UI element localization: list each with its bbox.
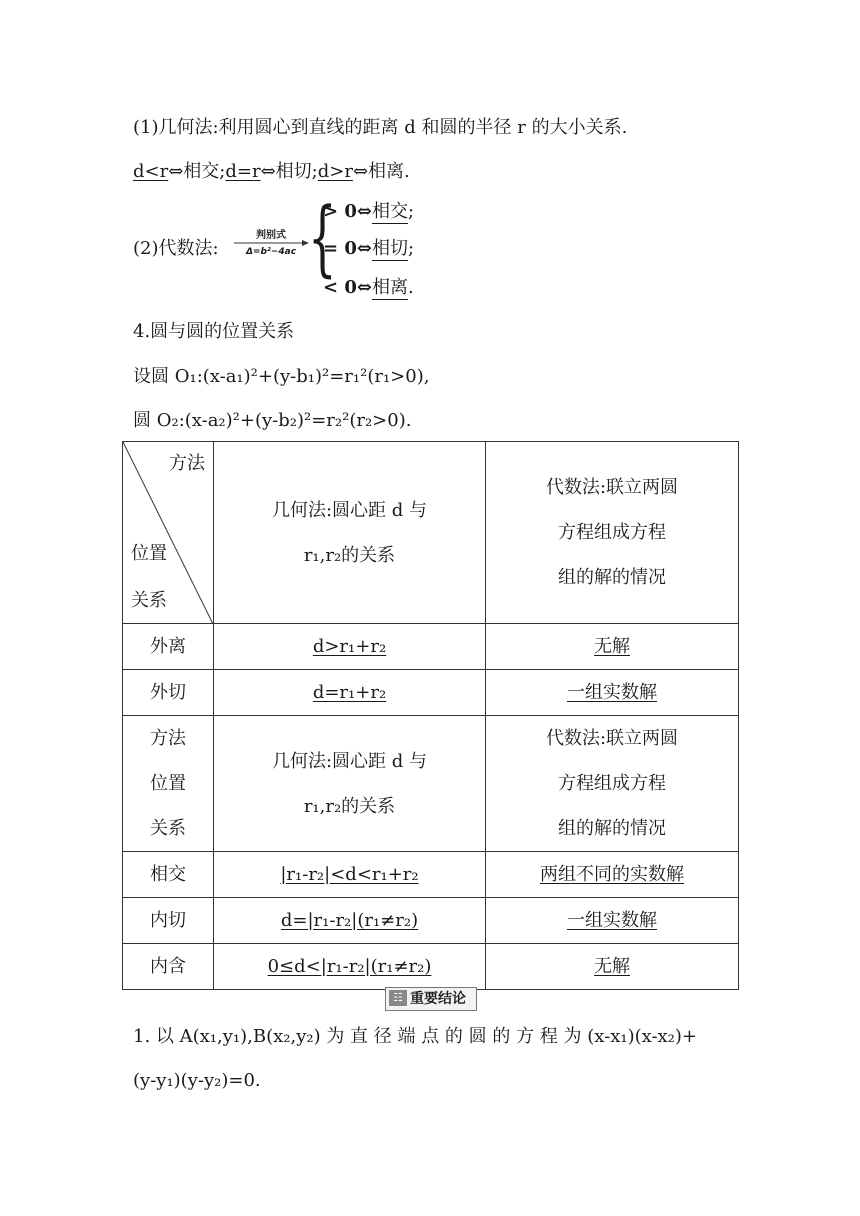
discriminant-arrow [232, 226, 310, 260]
circle-o1-equation: 设圆 O₁:(x-a₁)²+(y-b₁)²=r₁²(r₁>0), [133, 366, 430, 387]
geo-header-line: r₁,r₂的关系 [303, 795, 396, 817]
arrow-icon [232, 239, 310, 247]
conclusion-line-2: (y-y₁)(y-y₂)=0. [133, 1070, 261, 1091]
table-row [123, 624, 739, 670]
case-end: ; [407, 201, 415, 222]
rel-d-eq-r: d=r [225, 161, 261, 182]
mid-left-line: 方法 [150, 728, 186, 749]
distance-relations [133, 160, 410, 184]
alg-header-line: 组的解的情况 [558, 818, 666, 839]
table-mid-header-row [123, 716, 739, 852]
header-relation: 关系 [131, 590, 167, 611]
case-zero [323, 237, 414, 261]
alg-header-line: 方程组成方程 [558, 522, 666, 543]
alg-header-line: 代数法:联立两圆 [545, 728, 679, 749]
alg-value: 一组实数解 [567, 682, 657, 703]
circle-o2-equation: 圆 O₂:(x-a₂)²+(y-b₂)²=r₂²(r₂>0). [133, 410, 412, 431]
geo-cell [214, 944, 486, 990]
geo-cell [214, 898, 486, 944]
diagonal-header-cell [123, 442, 214, 624]
alg-cell [486, 944, 739, 990]
case-rel: 相切 [371, 238, 408, 259]
rel-intersect: ⇔相交; [168, 161, 226, 182]
alg-cell [486, 624, 739, 670]
alg-header-cell [486, 442, 739, 624]
mid-left-line: 位置 [150, 773, 186, 794]
alg-value: 无解 [594, 956, 630, 977]
rel-d-lt-r: d<r [133, 161, 169, 182]
geo-value: d=|r₁-r₂|(r₁≠r₂) [280, 910, 419, 931]
header-position: 位置 [131, 543, 167, 564]
circle-relation-table [122, 441, 739, 990]
table-header-row [123, 442, 739, 624]
geo-header-line: 几何法:圆心距 d 与 [271, 750, 428, 772]
geo-header-cell [214, 716, 486, 852]
case-rel: 相离 [371, 277, 408, 298]
geo-cell [214, 624, 486, 670]
geo-header-cell [214, 442, 486, 624]
case-rel: 相交 [371, 201, 408, 222]
header-method: 方法 [169, 453, 205, 474]
geo-cell [214, 670, 486, 716]
section-heading: 4.圆与圆的位置关系 [133, 321, 295, 342]
case-sign: > 0⇔ [323, 201, 372, 222]
rel-tangent: ⇔相切; [260, 161, 318, 182]
alg-value: 一组实数解 [567, 910, 657, 931]
alg-value: 无解 [594, 636, 630, 657]
badge-label: 重要结论 [410, 991, 466, 1007]
alg-cell [486, 852, 739, 898]
case-positive [323, 200, 414, 224]
alg-header-line: 代数法:联立两圆 [545, 477, 679, 498]
pos-cell: 相交 [123, 852, 214, 898]
brace-icon: { [308, 191, 337, 286]
case-end: ; [407, 238, 415, 259]
rel-d-gt-r: d>r [317, 161, 353, 182]
alg-header-cell [486, 716, 739, 852]
geo-value: 0≤d<|r₁-r₂|(r₁≠r₂) [267, 956, 432, 977]
arrow-top-label: 判别式 [256, 230, 286, 241]
geo-header-line: r₁,r₂的关系 [303, 544, 396, 566]
alg-cell [486, 898, 739, 944]
case-sign: = 0⇔ [323, 238, 372, 259]
geometric-method-text: (1)几何法:利用圆心到直线的距离 d 和圆的半径 r 的大小关系. [133, 117, 628, 138]
mid-left-line: 关系 [150, 818, 186, 839]
table-row [123, 944, 739, 990]
geo-value: d=r₁+r₂ [312, 682, 387, 703]
pos-cell: 外离 [123, 624, 214, 670]
geo-header-line: 几何法:圆心距 d 与 [271, 499, 428, 521]
arrow-bottom-label: Δ=b²−4ac [245, 247, 297, 257]
table-row [123, 852, 739, 898]
conclusion-line-1: 1. 以 A(x₁,y₁),B(x₂,y₂) 为 直 径 端 点 的 圆 的 方 程 为 (x-x₁)(x-x₂)+ [133, 1026, 698, 1047]
important-conclusion-badge [385, 987, 477, 1011]
case-end: . [407, 277, 414, 298]
alg-value: 两组不同的实数解 [540, 864, 684, 885]
case-negative [323, 276, 414, 300]
table-row [123, 670, 739, 716]
case-sign: < 0⇔ [323, 277, 372, 298]
pos-cell: 外切 [123, 670, 214, 716]
algebraic-method-label: (2)代数法: [133, 238, 219, 259]
geo-value: |r₁-r₂|<d<r₁+r₂ [280, 864, 419, 885]
geo-value: d>r₁+r₂ [312, 636, 387, 657]
table-row [123, 898, 739, 944]
conclusion-icon: ☷ [389, 990, 407, 1006]
pos-cell: 内切 [123, 898, 214, 944]
mid-left-cell [123, 716, 214, 852]
alg-header-line: 方程组成方程 [558, 773, 666, 794]
geo-cell [214, 852, 486, 898]
alg-header-line: 组的解的情况 [558, 567, 666, 588]
rel-separate: ⇔相离. [352, 161, 410, 182]
alg-cell [486, 670, 739, 716]
pos-cell: 内含 [123, 944, 214, 990]
